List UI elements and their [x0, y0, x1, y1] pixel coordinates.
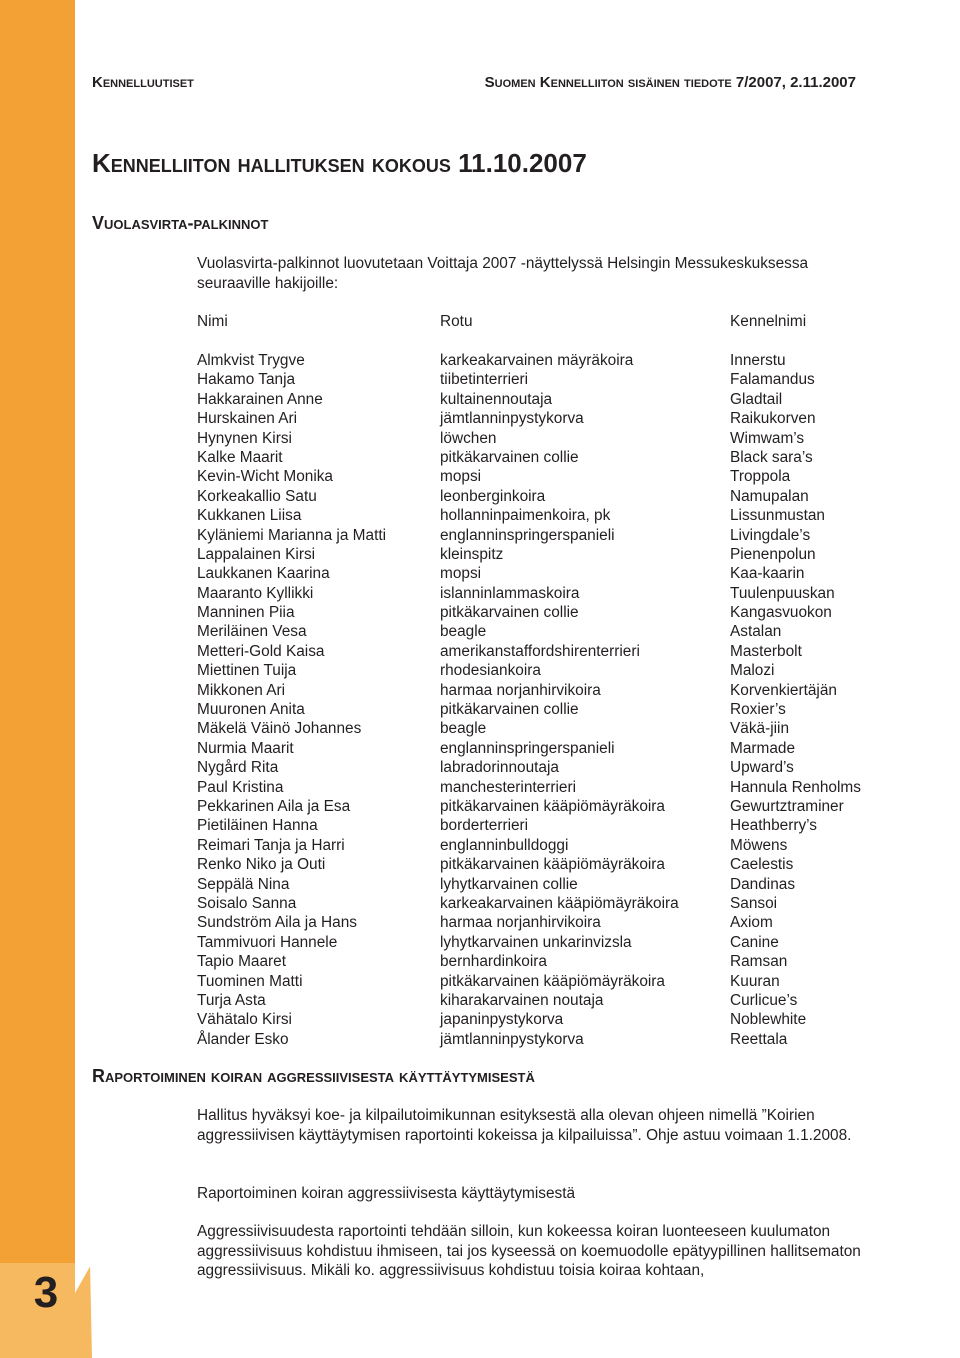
breed-cell: kultainennoutaja [440, 390, 553, 408]
breed-cell: manchesterinterrieri [440, 778, 576, 796]
kennel-name-cell: Raikukorven [730, 410, 816, 428]
table-row [0, 700, 960, 719]
breed-cell: mopsi [440, 565, 482, 583]
award-recipient-list [0, 351, 960, 1049]
recipient-name-cell: Mäkelä Väinö Johannes [197, 720, 362, 738]
column-header-kennel: Kennelnimi [730, 313, 807, 330]
kennel-name-cell: Canine [730, 933, 779, 951]
intro-paragraph: Vuolasvirta-palkinnot luovutetaan Voittaja 2007 -näyttelyssä Helsingin Messukeskuksessa seuraaville hakijoille: [197, 255, 809, 292]
breed-cell: mopsi [440, 468, 482, 486]
kennel-name-cell: Caelestis [730, 856, 794, 874]
kennel-name-cell: Ramsan [730, 953, 788, 971]
table-row [0, 584, 960, 603]
section-title-aggression: Raportoiminen koiran aggressiivisesta käyttäytymisestä [92, 1066, 535, 1086]
column-header-breed: Rotu [440, 313, 473, 330]
recipient-name-cell: Reimari Tanja ja Harri [197, 836, 345, 854]
kennel-name-cell: Falamandus [730, 371, 815, 389]
breed-cell: pitkäkarvainen collie [440, 701, 579, 719]
table-row [0, 526, 960, 545]
recipient-name-cell: Renko Niko ja Outi [197, 856, 326, 874]
column-header-name: Nimi [197, 313, 228, 330]
recipient-name-cell: Nurmia Maarit [197, 739, 294, 757]
recipient-name-cell: Soisalo Sanna [197, 894, 297, 912]
paragraph-decision: Hallitus hyväksyi koe- ja kilpailutoimikunnan esityksestä alla olevan ohjeen nimellä ”Koirien aggressiivisen käyttäytymisen raportointi kokeissa ja kilpailuissa”. Ohje astuu voimaan 1.1.2008. [197, 1107, 852, 1144]
kennel-name-cell: Upward’s [730, 759, 794, 777]
table-row [0, 913, 960, 932]
kennel-name-cell: Kaa-kaarin [730, 565, 805, 583]
table-row [0, 661, 960, 680]
breed-cell: borderterrieri [440, 817, 529, 835]
table-row [0, 991, 960, 1010]
kennel-name-cell: Noblewhite [730, 1011, 807, 1029]
breed-cell: pitkäkarvainen collie [440, 448, 579, 466]
kennel-name-cell: Tuulenpuuskan [730, 584, 835, 602]
kennel-name-cell: Kangasvuokon [730, 604, 832, 622]
table-row [0, 855, 960, 874]
kennel-name-cell: Astalan [730, 623, 782, 641]
breed-cell: beagle [440, 720, 487, 738]
kennel-name-cell: Dandinas [730, 875, 796, 893]
kennel-name-cell: Väkä-jiin [730, 720, 790, 738]
kennel-name-cell: Masterbolt [730, 642, 802, 660]
recipient-name-cell: Tammivuori Hannele [197, 933, 338, 951]
table-row [0, 467, 960, 486]
recipient-name-cell: Hakamo Tanja [197, 371, 296, 389]
kennel-name-cell: Innerstu [730, 352, 786, 369]
breed-cell: kiharakarvainen noutaja [440, 991, 604, 1009]
recipient-name-cell: Vähätalo Kirsi [197, 1011, 292, 1029]
recipient-name-cell: Sundström Aila ja Hans [197, 914, 357, 932]
recipient-name-cell: Laukkanen Kaarina [197, 565, 330, 583]
recipient-name-cell: Almkvist Trygve [197, 352, 305, 369]
table-row [0, 894, 960, 913]
recipient-name-cell: Metteri-Gold Kaisa [197, 642, 325, 660]
table-row [0, 875, 960, 894]
recipient-name-cell: Lappalainen Kirsi [197, 545, 316, 563]
table-row [0, 681, 960, 700]
table-row [0, 448, 960, 467]
page-title: Kennelliiton hallituksen kokous 11.10.2007 [92, 148, 587, 178]
kennel-name-cell: Möwens [730, 836, 788, 854]
breed-cell: kleinspitz [440, 545, 504, 563]
breed-cell: rhodesiankoira [440, 662, 541, 680]
kennel-name-cell: Wimwam’s [730, 429, 805, 447]
breed-cell: jämtlanninpystykorva [440, 1030, 584, 1048]
breed-cell: karkeakarvainen kääpiömäyräkoira [440, 894, 679, 912]
table-row [0, 642, 960, 661]
kennel-name-cell: Gewurtztraminer [730, 797, 844, 815]
page-number: 3 [33, 1268, 59, 1317]
breed-cell: pitkäkarvainen collie [440, 604, 579, 622]
breed-cell: amerikanstaffordshirenterrieri [440, 642, 640, 660]
kennel-name-cell: Korvenkiertäjän [730, 681, 837, 699]
recipient-name-cell: Seppälä Nina [197, 875, 290, 893]
table-row [0, 778, 960, 797]
section-title-vuolasvirta: Vuolasvirta-palkinnot [92, 213, 269, 233]
kennel-name-cell: Kuuran [730, 972, 780, 990]
table-row [0, 545, 960, 564]
kennel-name-cell: Curlicue’s [730, 991, 798, 1009]
paragraph-subheading: Raportoiminen koiran aggressiivisesta käyttäytymisestä [197, 1185, 576, 1202]
breed-cell: harmaa norjanhirvikoira [440, 914, 601, 932]
table-row [0, 739, 960, 758]
kennel-name-cell: Hannula Renholms [730, 778, 861, 796]
breed-cell: hollanninpaimenkoira, pk [440, 507, 611, 525]
table-row [0, 506, 960, 525]
breed-cell: lyhytkarvainen unkarinvizsla [440, 933, 632, 951]
kennel-name-cell: Roxier’s [730, 701, 786, 719]
breed-cell: labradorinnoutaja [440, 759, 559, 777]
table-row [0, 836, 960, 855]
breed-cell: lyhytkarvainen collie [440, 875, 578, 893]
recipient-name-cell: Kyläniemi Marianna ja Matti [197, 526, 387, 544]
breed-cell: harmaa norjanhirvikoira [440, 681, 601, 699]
table-row [0, 622, 960, 641]
breed-cell: karkeakarvainen mäyräkoira [440, 352, 634, 369]
breed-cell: englanninspringerspanieli [440, 526, 615, 544]
table-row [0, 758, 960, 777]
breed-cell: leonberginkoira [440, 487, 546, 505]
breed-cell: pitkäkarvainen kääpiömäyräkoira [440, 797, 665, 815]
recipient-name-cell: Nygård Rita [197, 759, 279, 777]
recipient-name-cell: Korkeakallio Satu [197, 487, 317, 505]
breed-cell: tiibetinterrieri [440, 371, 529, 389]
table-row [0, 409, 960, 428]
table-row [0, 1010, 960, 1029]
table-row [0, 487, 960, 506]
kennel-name-cell: Livingdale’s [730, 526, 811, 544]
kennel-name-cell: Gladtail [730, 390, 783, 408]
table-row [0, 719, 960, 738]
breed-cell: pitkäkarvainen kääpiömäyräkoira [440, 972, 665, 990]
recipient-name-cell: Hynynen Kirsi [197, 429, 292, 447]
kennel-name-cell: Malozi [730, 662, 775, 680]
recipient-name-cell: Meriläinen Vesa [197, 623, 307, 641]
table-row [0, 797, 960, 816]
breed-cell: pitkäkarvainen kääpiömäyräkoira [440, 856, 665, 874]
kennel-name-cell: Sansoi [730, 894, 778, 912]
table-row [0, 603, 960, 622]
breed-cell: englanninspringerspanieli [440, 739, 615, 757]
recipient-name-cell: Maaranto Kyllikki [197, 584, 314, 602]
breed-cell: beagle [440, 623, 487, 641]
recipient-name-cell: Turja Asta [197, 991, 266, 1009]
recipient-name-cell: Tuominen Matti [197, 972, 303, 990]
table-row [0, 1030, 960, 1049]
table-row [0, 351, 960, 370]
recipient-name-cell: Mikkonen Ari [197, 681, 286, 699]
recipient-name-cell: Manninen Piia [197, 604, 295, 622]
kennel-name-cell: Heathberry’s [730, 817, 817, 835]
table-row [0, 429, 960, 448]
breed-cell: japaninpystykorva [440, 1011, 564, 1029]
table-row [0, 952, 960, 971]
recipient-name-cell: Miettinen Tuija [197, 662, 297, 680]
breed-cell: jämtlanninpystykorva [440, 410, 584, 428]
table-row [0, 816, 960, 835]
table-row [0, 390, 960, 409]
kennel-name-cell: Reettala [730, 1030, 788, 1048]
breed-cell: englanninbulldoggi [440, 836, 569, 854]
kennel-name-cell: Marmade [730, 739, 796, 757]
table-row [0, 564, 960, 583]
recipient-name-cell: Hakkarainen Anne [197, 390, 323, 408]
breed-cell: bernhardinkoira [440, 953, 547, 971]
breed-cell: islanninlammaskoira [440, 584, 580, 602]
recipient-name-cell: Kalke Maarit [197, 448, 283, 466]
kennel-name-cell: Namupalan [730, 487, 809, 505]
paragraph-instructions: Aggressiivisuudesta raportointi tehdään silloin, kun kokeessa koiran luonteeseen kuulumaton aggressiivisuus kohdistuu ihmiseen, tai jos kyseessä on koemuodolle epätyypillinen hallitsematon aggressiivisuus. Mikäli ko. aggressiivisuus kohdistuu toisia koiraa kohtaan, [197, 1223, 861, 1279]
kennel-name-cell: Black sara’s [730, 448, 813, 466]
recipient-name-cell: Ålander Esko [197, 1030, 289, 1048]
breed-cell: löwchen [440, 429, 497, 447]
recipient-name-cell: Pietiläinen Hanna [197, 817, 318, 835]
recipient-name-cell: Pekkarinen Aila ja Esa [197, 797, 351, 815]
table-row [0, 933, 960, 952]
kennel-name-cell: Lissunmustan [730, 507, 825, 525]
recipient-name-cell: Kukkanen Liisa [197, 507, 302, 525]
recipient-name-cell: Kevin-Wicht Monika [197, 468, 333, 486]
kennel-name-cell: Pienenpolun [730, 545, 816, 563]
table-row [0, 972, 960, 991]
recipient-name-cell: Muuronen Anita [197, 701, 305, 719]
recipient-name-cell: Hurskainen Ari [197, 410, 298, 428]
recipient-name-cell: Tapio Maaret [197, 953, 286, 971]
recipient-name-cell: Paul Kristina [197, 778, 284, 796]
kennel-name-cell: Axiom [730, 914, 773, 932]
header-publication-info: Suomen Kennelliiton sisäinen tiedote 7/2007, 2.11.2007 [484, 74, 856, 91]
kennel-name-cell: Troppola [730, 468, 791, 486]
table-row [0, 370, 960, 389]
header-section-name: Kennelluutiset [92, 74, 194, 91]
